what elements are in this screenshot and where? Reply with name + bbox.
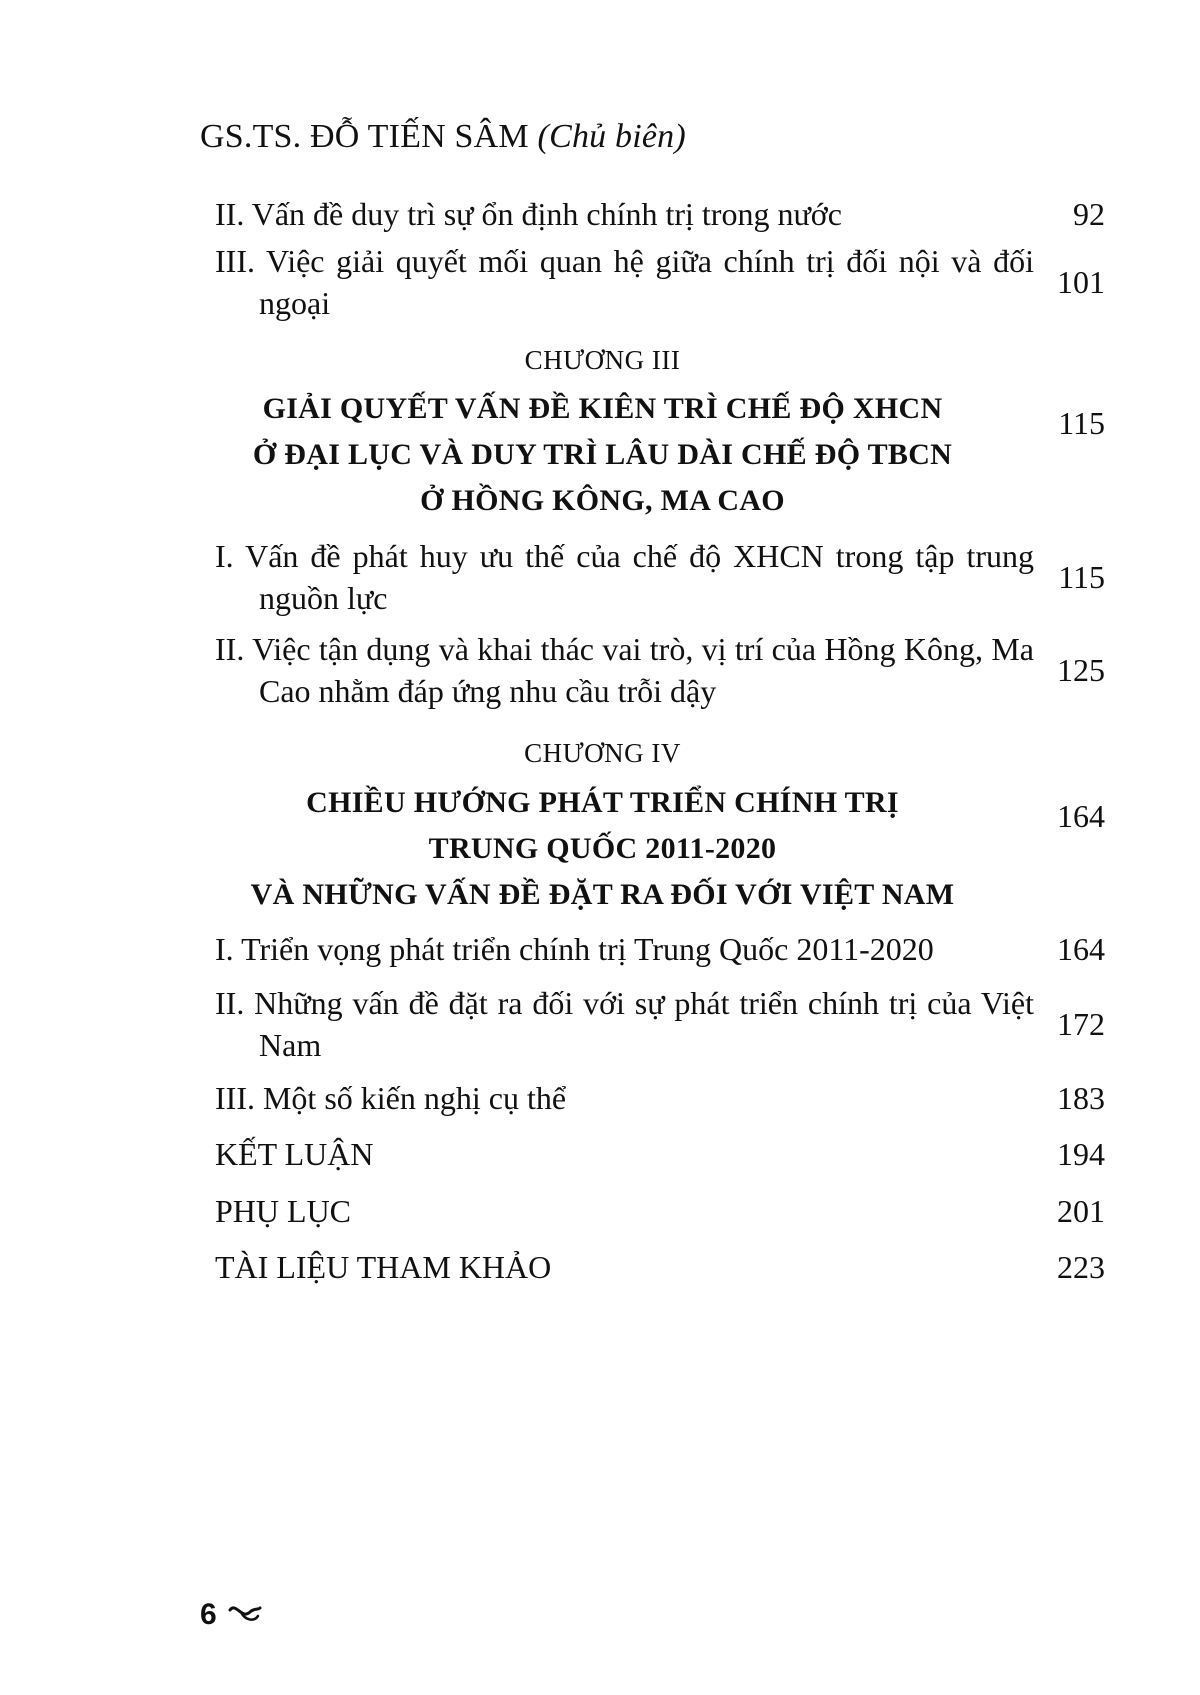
ornament-icon [228, 1600, 262, 1628]
toc-entry-text: II. Việc tận dụng và khai thác vai trò, vị trí của Hồng Kông, Ma Cao nhằm đáp ứng nhu cầu trỗi dậy [215, 631, 1034, 709]
toc-entry-page: 223 [1057, 1249, 1105, 1285]
chapter-title [215, 780, 990, 918]
chapter-title-line: VÀ NHỮNG VẤN ĐỀ ĐẶT RA ĐỐI VỚI VIỆT NAM [250, 878, 955, 911]
author-name: GS.TS. ĐỖ TIẾN SÂM [200, 118, 529, 155]
toc-entry [215, 982, 1105, 1066]
toc-entry-page: 115 [1058, 559, 1105, 595]
chapter-title [215, 386, 990, 524]
toc-entry-page: 201 [1057, 1193, 1105, 1229]
toc-entry-back-matter [215, 1133, 1105, 1175]
toc-entry-text: II. Những vấn đề đặt ra đối với sự phát triển chính trị của Việt Nam [215, 985, 1034, 1063]
toc-entry-text: I. Triển vọng phát triển chính trị Trung Quốc 2011-2020 [215, 931, 934, 967]
toc-entry [215, 1077, 1105, 1119]
chapter-title-line: TRUNG QUỐC 2011-2020 [428, 832, 777, 865]
toc-entry-page: 194 [1057, 1136, 1105, 1172]
toc-entry-page: 172 [1057, 1006, 1105, 1042]
chapter-title-line: Ở ĐẠI LỤC VÀ DUY TRÌ LÂU DÀI CHẾ ĐỘ TBCN [252, 438, 953, 471]
editor-role: (Chủ biên) [537, 118, 686, 155]
chapter-page-number: 164 [1057, 798, 1105, 834]
chapter-title-line: GIẢI QUYẾT VẤN ĐỀ KIÊN TRÌ CHẾ ĐỘ XHCN [262, 392, 943, 425]
toc-entry-page: 92 [1073, 196, 1105, 232]
toc-entry-back-matter [215, 1190, 1105, 1232]
toc-entry-text: KẾT LUẬN [215, 1136, 374, 1172]
page-number: 6 [200, 1598, 217, 1631]
toc-entry-back-matter [215, 1246, 1105, 1288]
toc-entry-text: III. Việc giải quyết mối quan hệ giữa chính trị đối nội và đối ngoại [215, 243, 1034, 321]
toc-entry [215, 928, 1105, 970]
toc-entry-page: 125 [1057, 652, 1105, 688]
toc-entry [215, 240, 1105, 324]
chapter-label: CHƯƠNG III [524, 345, 681, 375]
chapter-title-line: CHIỀU HƯỚNG PHÁT TRIỂN CHÍNH TRỊ [306, 786, 899, 819]
toc-entry-page: 101 [1057, 264, 1105, 300]
chapter-page-number: 115 [1058, 405, 1105, 441]
toc-entry [215, 628, 1105, 712]
toc-entry-page: 164 [1057, 931, 1105, 967]
toc-entry-text: III. Một số kiến nghị cụ thể [215, 1080, 567, 1116]
toc-entry [215, 535, 1105, 619]
toc-entry-text: II. Vấn đề duy trì sự ổn định chính trị trong nước [215, 196, 842, 232]
toc-entry-page: 183 [1057, 1080, 1105, 1116]
running-head [200, 118, 686, 156]
toc-entry-text: PHỤ LỤC [215, 1193, 352, 1229]
chapter-title-line: Ở HỒNG KÔNG, MA CAO [420, 484, 785, 517]
toc-entry-text: I. Vấn đề phát huy ưu thế của chế độ XHCN trong tập trung nguồn lực [215, 538, 1034, 616]
toc-entry [215, 193, 1105, 235]
chapter-label: CHƯƠNG IV [524, 738, 681, 768]
toc-entry-text: TÀI LIỆU THAM KHẢO [215, 1249, 552, 1285]
